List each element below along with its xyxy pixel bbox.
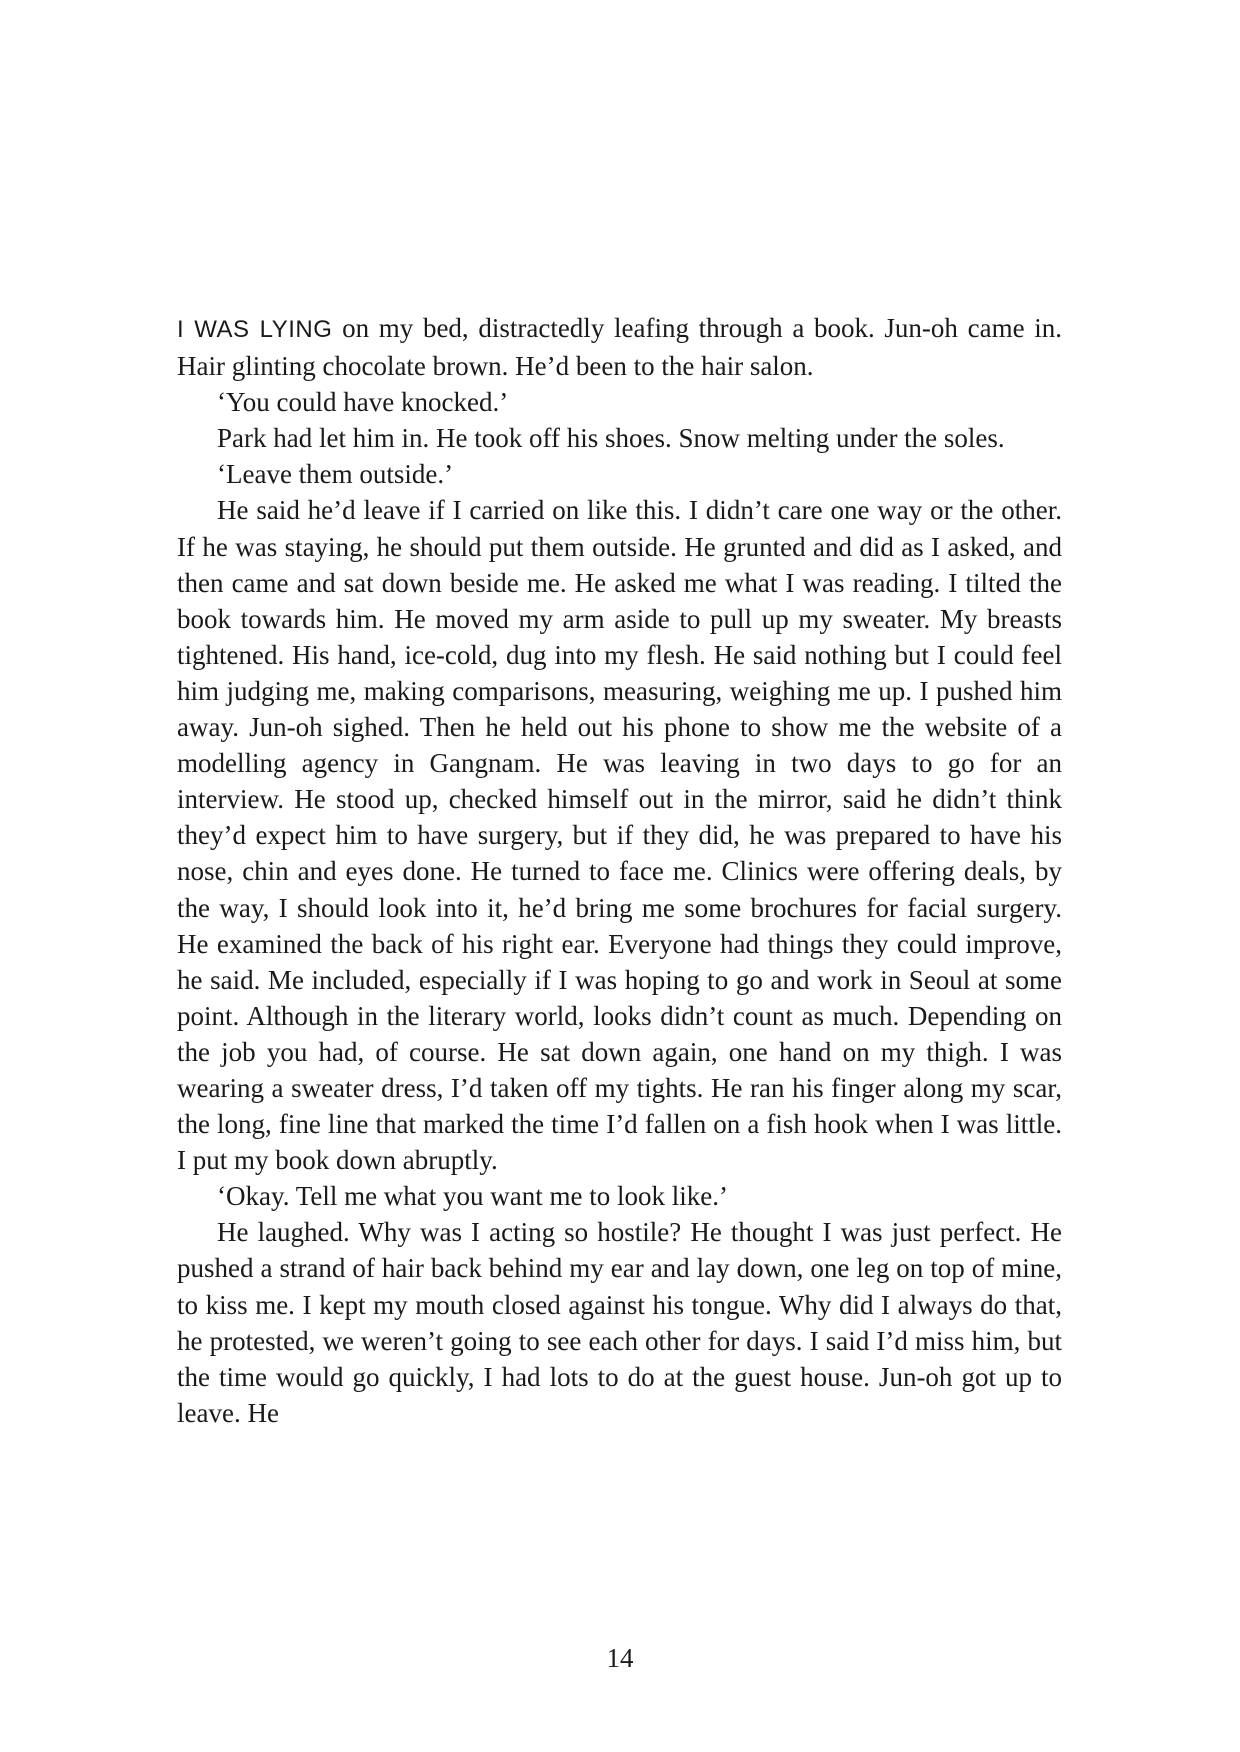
paragraph-5: He said he’d leave if I carried on like this. I didn’t care one way or the other. If he was staying, he should put them outside. He grunted and did as I asked, and then came and sat down beside me. He asked me what I was reading. I tilted the book towards him. He moved my arm aside to pull up my sweater. My breasts tightened. His hand, ice-cold, dug into my flesh. He said nothing but I could feel him judging me, making comparisons, measuring, weighing me up. I pushed him away. Jun-oh sighed. Then he held out his phone to show me the website of a modelling agency in Gangnam. He was leaving in two days to go for an interview. He stood up, checked himself out in the mirror, said he didn’t think they’d expect him to have surgery, but if they did, he was prepared to have his nose, chin and eyes done. He turned to face me. Clinics were offering deals, by the way, I should look into it, he’d bring me some brochures for facial surgery. He examined the back of his right ear. Everyone had things they could improve, he said. Me included, especially if I was hoping to go and work in Seoul at some point. Although in the literary world, looks didn’t count as much. Depending on the job you had, of course. He sat down again, one hand on my thigh. I was wearing a sweater dress, I’d taken off my tights. He ran his finger along my scar, the long, fine line that marked the time I’d fallen on a fish hook when I was little. I put my book down abruptly.	[177, 495, 1062, 1176]
paragraph-2: ‘You could have knocked.’	[217, 387, 509, 418]
paragraph-6: ‘Okay. Tell me what you want me to look like.’	[217, 1181, 728, 1212]
paragraph-1-text: on my bed, distractedly leafing through a book. Jun-oh came in. Hair glinting chocolate brown. He’d been to the hair salon.	[177, 313, 1062, 382]
paragraph-7: He laughed. Why was I acting so hostile? He thought I was just perfect. He pushed a strand of hair back behind my ear and lay down, one leg on top of mine, to kiss me. I kept my mouth closed against his tongue. Why did I always do that, he protested, we weren’t going to see each other for days. I said I’d miss him, but the time would go quickly, I had lots to do at the guest house. Jun-oh got up to leave. He	[177, 1217, 1062, 1428]
opening-small-caps: I WAS LYING	[177, 316, 333, 343]
page-number: 14	[606, 1643, 634, 1673]
body-text	[177, 310, 1062, 1431]
paragraph-3: Park had let him in. He took off his shoes. Snow melting under the soles.	[217, 423, 1005, 454]
paragraph-4: ‘Leave them outside.’	[217, 459, 454, 490]
paragraph-1	[177, 310, 1062, 384]
